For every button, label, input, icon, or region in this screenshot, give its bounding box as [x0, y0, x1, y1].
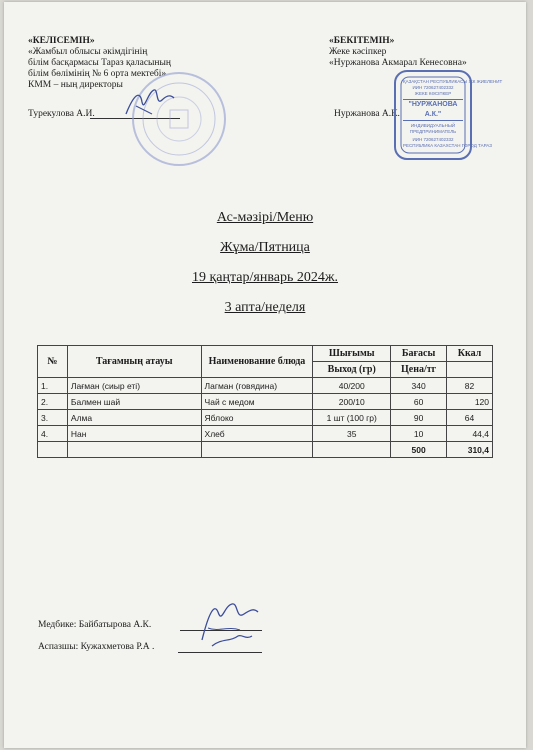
- row-name-ru: Лагман (говядина): [201, 378, 313, 394]
- stamp-sub-1: ИНДИВИДУАЛЬНЫЙ: [410, 123, 456, 128]
- col-header-num: №: [38, 346, 68, 378]
- total-empty-cell: [201, 442, 313, 458]
- table-header-row: [38, 346, 493, 362]
- row-price: 60: [391, 394, 447, 410]
- stamp-ring-top: ҚАЗАҚСТАН РЕСПУБЛИКАСЫ ЖК ЖИЕЛЕНИТ: [403, 79, 503, 84]
- row-price: 90: [391, 410, 447, 426]
- col-header-price: Бағасы: [391, 346, 447, 362]
- stamp-iin-bottom: ИИН 720627402332: [412, 137, 454, 142]
- stamp-iin-top: ИИН 720627402332: [412, 85, 454, 90]
- left-signer-name: Турекулова А.И.: [28, 109, 95, 119]
- row-name-kz: Балмен шай: [67, 394, 201, 410]
- row-price: 10: [391, 426, 447, 442]
- row-num: 4.: [38, 426, 68, 442]
- row-kcal: 120: [447, 394, 493, 410]
- stamp-small-label: ЖЕКЕ КӘСІПКЕР: [414, 91, 452, 96]
- left-line-1: «Жамбыл облысы әкімдігінің: [28, 47, 148, 57]
- row-kcal: 64: [447, 410, 493, 426]
- row-price: 340: [391, 378, 447, 394]
- stamp-ring-bottom: РЕСПУБЛИКА КАЗАХСТАН ГОРОД ТАРАЗ: [403, 143, 492, 148]
- left-line-2: білім басқармасы Тараз қаласының: [28, 58, 171, 68]
- table-row: [38, 378, 493, 394]
- menu-title: Ас-мәзірі/Меню: [216, 210, 314, 225]
- col-header-name-ru: Наименование блюда: [201, 346, 313, 378]
- table-row: [38, 410, 493, 426]
- table-row: [38, 426, 493, 442]
- row-kcal: 44,4: [447, 426, 493, 442]
- left-line-3: білім бөлімінің № 6 орта мектебі»: [28, 69, 167, 79]
- row-name-kz: Алма: [67, 410, 201, 426]
- row-num: 1.: [38, 378, 68, 394]
- document-page: [4, 2, 526, 748]
- row-name-kz: Нан: [67, 426, 201, 442]
- total-empty-cell: [38, 442, 68, 458]
- row-portion: 200/10: [313, 394, 391, 410]
- footer-signature: [194, 596, 264, 654]
- row-name-ru: Яблоко: [201, 410, 313, 426]
- cook-label: Аспазшы: Кужахметова Р.А .: [38, 642, 155, 652]
- col-header-portion: Шығымы: [313, 346, 391, 362]
- total-price: 500: [391, 442, 447, 458]
- right-line-2: «Нуржанова Акмарал Кенесовна»: [329, 58, 467, 68]
- row-name-ru: Хлеб: [201, 426, 313, 442]
- row-num: 2.: [38, 394, 68, 410]
- stamp-sub-2: ПРЕДПРИНИМАТЕЛЬ: [409, 129, 457, 134]
- right-signer-name: Нуржанова А.К.: [334, 109, 400, 119]
- left-signature: [122, 84, 178, 122]
- right-stamp: [392, 68, 503, 162]
- row-name-ru: Чай с медом: [201, 394, 313, 410]
- right-approval-block: [329, 36, 467, 69]
- col-header-kcal: Ккал: [447, 346, 493, 362]
- row-num: 3.: [38, 410, 68, 426]
- row-name-kz: Лағман (сиыр еті): [67, 378, 201, 394]
- week-title: 3 апта/неделя: [224, 300, 306, 315]
- date-title: 19 қаңтар/январь 2024ж.: [191, 270, 339, 285]
- total-empty-cell: [67, 442, 201, 458]
- col-header-name-kz: Тағамның атауы: [67, 346, 201, 378]
- row-portion: 40/200: [313, 378, 391, 394]
- col-subheader-portion: Выход (гр): [313, 362, 391, 378]
- day-title: Жұма/Пятница: [220, 240, 310, 255]
- stamp-name: "НУРЖАНОВА А.К.": [403, 99, 463, 121]
- row-kcal: 82: [447, 378, 493, 394]
- table-row: [38, 394, 493, 410]
- total-empty-cell: [313, 442, 391, 458]
- col-subheader-kcal: [447, 362, 493, 378]
- right-approve-heading: «БЕКІТЕМІН»: [329, 36, 395, 46]
- nurse-label: Медбике: Байбатырова А.К.: [38, 620, 152, 630]
- left-approve-heading: «КЕЛІСЕМІН»: [28, 36, 95, 46]
- left-line-4: КММ – ның директоры: [28, 80, 123, 90]
- row-portion: 1 шт (100 гр): [313, 410, 391, 426]
- right-line-1: Жеке кәсіпкер: [329, 47, 387, 57]
- table-total-row: [38, 442, 493, 458]
- row-portion: 35: [313, 426, 391, 442]
- menu-table: [37, 345, 493, 458]
- total-kcal: 310,4: [447, 442, 493, 458]
- col-subheader-price: Цена/тг: [391, 362, 447, 378]
